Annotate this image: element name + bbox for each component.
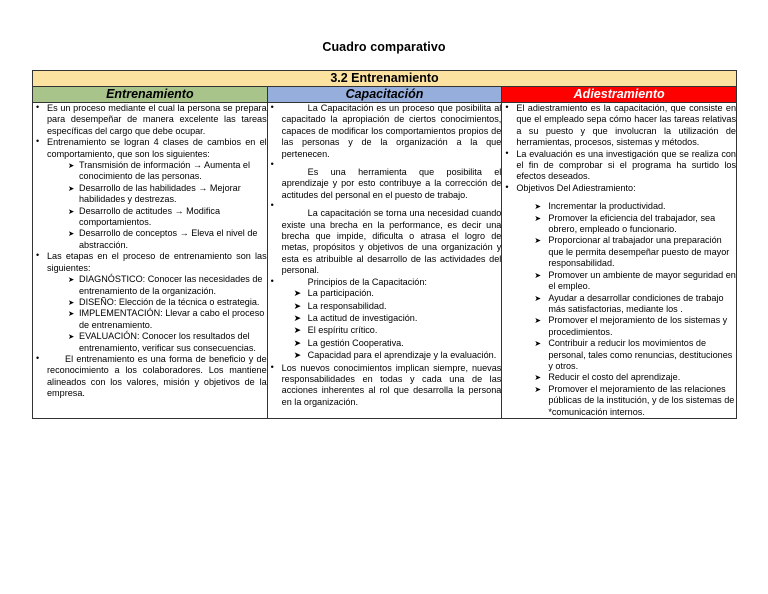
list-item-text: • Entrenamiento se logran 4 clases de cambios en el comportamiento, que son los siguientes: xyxy=(47,137,267,159)
list-item-text: • La capacitación se torna una necesidad cuando existe una brecha en la performance, es decir una brecha que impide, dificulta o atrasa el logro de metas, propósitos y objetivos de una organización y esta es atribuible al desarrollo de las actividades del personal. xyxy=(281,208,502,276)
sublist-item xyxy=(69,183,267,206)
sublist-item xyxy=(534,315,736,338)
column-header-capacitacion: Capacitación xyxy=(267,87,502,103)
table-body-row xyxy=(33,103,737,419)
list-item-text: • La Capacitación es un proceso que posibilita al capacitado la apropiación de ciertos conocimientos, capaces de modificar los comportamientos propios de las personas y de la organización a la que pertenecen. xyxy=(281,103,502,159)
list-item-text: • El adiestramiento es la capacitación, que consiste en que el empleado sepa cómo hacer las tareas relativas a su puesto y que involucran la utilización de herramientas, procesos, sistemas y métodos. xyxy=(516,103,736,148)
sublist-item-text: Promover el mejoramiento de los sistemas y procedimientos. xyxy=(548,315,728,337)
sublist-item-text: Incrementar la productividad. xyxy=(548,201,666,212)
sublist-item-text: Reducir el costo del aprendizaje. xyxy=(548,372,681,383)
list-item-text: • Es un proceso mediante el cual la persona se prepara para desempeñar de manera excelente las tareas específicas del cargo que debe ocupar. xyxy=(47,103,267,136)
list-item xyxy=(268,103,502,160)
sublist-item-text: EVALUACIÓN: Conocer los resultados del entrenamiento, verificar sus consecuencias. xyxy=(79,331,256,353)
list-item xyxy=(268,160,502,201)
sublist-item-text: La responsabilidad. xyxy=(307,300,387,311)
sublist-item-text: DIAGNÓSTICO: Conocer las necesidades de entrenamiento de la organización. xyxy=(79,274,263,296)
sublist-item-text: Contribuir a reducir los movimientos de personal, tales como renuncias, destituciones y otros. xyxy=(548,338,733,371)
list-item-text: • Objetivos Del Adiestramiento: xyxy=(516,182,636,193)
table-banner-row xyxy=(33,71,737,87)
sublist-item-text: Desarrollo de conceptos → Eleva el nivel de abstracción. xyxy=(79,228,258,250)
sublist xyxy=(47,160,267,251)
sublist-item xyxy=(294,350,502,361)
list-entrenamiento xyxy=(33,103,267,400)
sublist-item xyxy=(294,301,502,312)
sublist xyxy=(47,274,267,354)
sublist-item xyxy=(534,270,736,293)
sublist-item xyxy=(294,288,502,299)
list-item xyxy=(502,103,736,149)
table-header-row xyxy=(33,87,737,103)
sublist-item xyxy=(69,160,267,183)
column-body-entrenamiento xyxy=(33,103,268,419)
sublist-item-text: IMPLEMENTACIÓN: Llevar a cabo el proceso de entrenamiento. xyxy=(79,308,265,330)
sublist-item xyxy=(534,201,736,212)
sublist-item-text: Ayudar a desarrollar condiciones de trabajo más satisfactorias, mediante los . xyxy=(548,292,724,314)
sublist-item-text: Desarrollo de actitudes → Modifica comportamientos. xyxy=(79,205,221,228)
list-item xyxy=(33,103,267,137)
sublist-item xyxy=(294,313,502,324)
list-item-text: • La evaluación es una investigación que se realiza con el fin de comprobar si el programa ha surtido los efectos deseados. xyxy=(516,148,736,182)
list-item-text: • Principios de la Capacitación: xyxy=(307,276,427,287)
sublist-item xyxy=(69,297,267,308)
sublist-item-text: Transmisión de información → Aumenta el conocimiento de las personas. xyxy=(79,160,251,182)
paragraph-spacer xyxy=(516,194,736,201)
sublist-item xyxy=(534,213,736,236)
column-header-adiestramiento: Adiestramiento xyxy=(502,87,737,103)
sublist xyxy=(282,288,502,361)
list-item xyxy=(33,354,267,400)
paragraph-spacer xyxy=(282,201,502,208)
list-item-text: • Los nuevos conocimientos implican siempre, nuevas responsabilidades en todas y cada una de las acciones inherentes al rol que desarrolla la persona en la organización. xyxy=(281,362,502,407)
sublist-item-text: La actitud de investigación. xyxy=(307,312,418,323)
column-body-adiestramiento xyxy=(502,103,737,419)
list-item xyxy=(268,363,502,409)
sublist-item-text: Promover la eficiencia del trabajador, sea obrero, empleado o funcionario. xyxy=(548,212,716,235)
sublist-item xyxy=(534,384,736,418)
list-item xyxy=(268,201,502,276)
sublist-item xyxy=(534,293,736,316)
list-item xyxy=(502,183,736,418)
comparison-table xyxy=(32,70,737,419)
sublist-item xyxy=(69,308,267,331)
sublist-item-text: La gestión Cooperativa. xyxy=(307,337,404,348)
sublist-item xyxy=(534,235,736,269)
sublist-item xyxy=(534,372,736,383)
sublist-item-text: La participación. xyxy=(307,288,374,299)
sublist-item-text: Capacidad para el aprendizaje y la evaluación. xyxy=(307,350,497,361)
sublist-item-text: Promover el mejoramiento de las relaciones públicas de la institución, y de los sistemas de *comunicación internos. xyxy=(548,383,735,417)
sublist xyxy=(516,201,736,418)
list-item-text: • Es una herramienta que posibilita el aprendizaje y por esto contribuye a la corrección de actitudes del personal en el puesto de trabajo. xyxy=(281,167,502,200)
list-item xyxy=(502,149,736,183)
list-item-text: • El entrenamiento es una forma de beneficio y de reconocimiento a los colaboradores. Los mantiene alineados con los valores, misión y objetivos de la empresa. xyxy=(47,353,267,399)
sublist-item-text: El espíritu crítico. xyxy=(307,325,378,336)
sublist-item-text: DISEÑO: Elección de la técnica o estrategia. xyxy=(79,296,260,307)
sublist-item xyxy=(294,338,502,349)
sublist-item xyxy=(69,228,267,251)
sublist-item xyxy=(69,206,267,229)
list-item xyxy=(33,137,267,251)
column-body-capacitacion xyxy=(267,103,502,419)
list-item-text: • Las etapas en el proceso de entrenamiento son las siguientes: xyxy=(47,251,267,273)
list-item xyxy=(268,277,502,362)
sublist-item-text: Proporcionar al trabajador una preparación que le permita desempeñar puesto de mayor responsabilidad. xyxy=(548,235,730,269)
list-item xyxy=(33,251,267,354)
paragraph-spacer xyxy=(282,160,502,167)
list-capacitacion xyxy=(268,103,502,408)
sublist-item xyxy=(294,325,502,336)
list-adiestramiento xyxy=(502,103,736,418)
sublist-item xyxy=(69,274,267,297)
sublist-item-text: Desarrollo de las habilidades → Mejorar habilidades y destrezas. xyxy=(79,182,241,205)
column-header-entrenamiento: Entrenamiento xyxy=(33,87,268,103)
sublist-item-text: Promover un ambiente de mayor seguridad en el empleo. xyxy=(548,269,736,292)
sublist-item xyxy=(69,331,267,354)
sublist-item xyxy=(534,338,736,372)
page-title: Cuadro comparativo xyxy=(322,40,446,54)
table-banner-cell: 3.2 Entrenamiento xyxy=(33,71,737,87)
